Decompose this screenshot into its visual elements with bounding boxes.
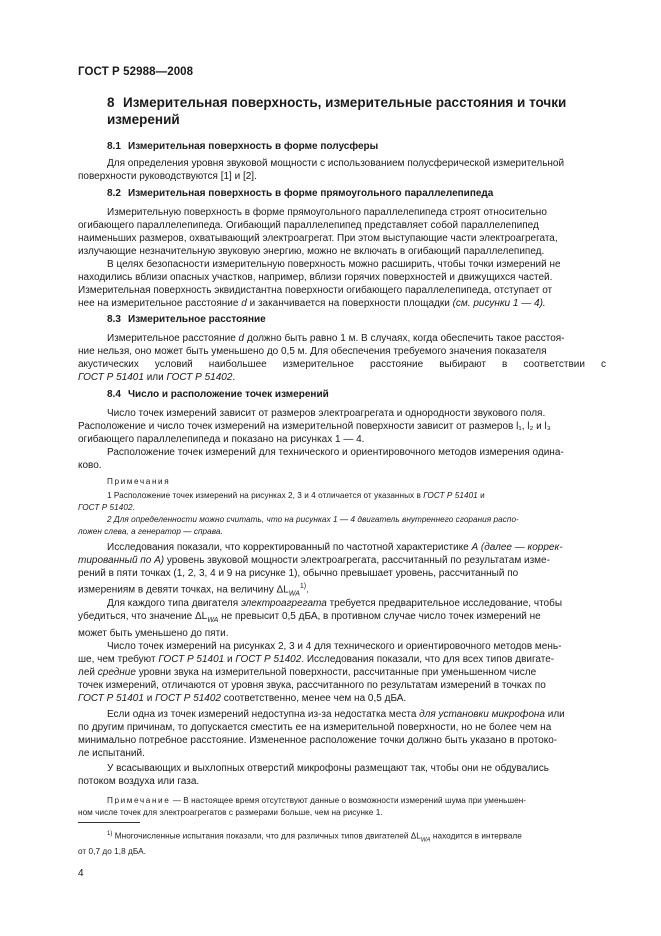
standard-reference: ГОСТ Р 51402 bbox=[166, 372, 233, 383]
text-line: соответственно, менее чем на 0,5 дБА. bbox=[221, 693, 407, 704]
text-line: лей bbox=[78, 667, 98, 678]
text-line: поверхности руководствуются [1] и [2]. bbox=[78, 171, 257, 182]
section-title-line2: измерений bbox=[107, 112, 180, 127]
subsection-number: 8.1 bbox=[107, 141, 121, 152]
section-number: 8 bbox=[107, 95, 115, 110]
text-line: Число точек измерений на рисунках 2, 3 и 4 для технического и ориентировочного методов мень- bbox=[107, 641, 562, 652]
text-line: и bbox=[143, 693, 156, 704]
subsection-8-1-heading bbox=[107, 141, 378, 152]
subscript: WA bbox=[207, 617, 219, 624]
note-text: и bbox=[477, 491, 485, 500]
text-line: убедиться, что значение ΔL bbox=[78, 611, 208, 622]
notes-block bbox=[78, 476, 606, 538]
subsection-8-4-heading bbox=[107, 389, 329, 400]
footnote-text: Многочисленные испытания показали, что для различных типов двигателей ΔL bbox=[112, 831, 421, 841]
text-line: Измерительное расстояние bbox=[107, 333, 239, 344]
subsection-title: Число и расположение точек измерений bbox=[128, 389, 329, 400]
text-line: Если одна из точек измерений недоступна из-за недостатка места bbox=[107, 709, 420, 720]
text-line: Расположение точек измерений для технического и ориентировочного методов измерения одина- bbox=[107, 447, 564, 458]
text-line: Измерительная поверхность эквидистантна поверхности огибающего параллелепипеда, отступает от bbox=[78, 285, 553, 296]
section-title-line1: Измерительная поверхность, измерительные расстояния и точки bbox=[123, 95, 567, 110]
text-line: рений в пяти точках (1, 2, 3, 4 и 9 на рисунке 1), обычно превышает уровень, рассчитанный по bbox=[78, 568, 519, 579]
text-line: акустических условий наибольшее измерительное расстояние выбирают в соответствии с bbox=[78, 359, 606, 370]
subscript: WA bbox=[288, 590, 300, 598]
note-text: 2 Для определенности можно считать, что на рисунках 1 — 4 двигатель внутреннего сгорания распо- bbox=[107, 515, 519, 524]
subsection-title: Измерительное расстояние bbox=[128, 314, 266, 325]
standard-reference: ГОСТ Р 51401 bbox=[158, 654, 225, 665]
text-line: или bbox=[143, 372, 167, 383]
text-line: точек измерений, отличаются от уровня звука, рассчитанного по результатам измерений в точках по bbox=[78, 680, 546, 691]
subscript: WA bbox=[420, 837, 431, 844]
paragraph-8-2-b bbox=[78, 258, 606, 310]
standard-reference: ГОСТ Р 51401 bbox=[78, 372, 144, 383]
text-italic: электроагрегата bbox=[240, 598, 327, 609]
text-line: Число точек измерений зависит от размеров электроагрегата и однородности звукового поля. bbox=[107, 408, 546, 419]
paragraph-research-b bbox=[78, 597, 606, 640]
paragraph-research-e bbox=[78, 762, 606, 788]
text-line: по другим причинам, то допускается сместить ее на измерительной поверхности, но не более чем на bbox=[78, 722, 552, 733]
text-line: Для определения уровня звуковой мощности с использованием полусферической измерительной bbox=[107, 158, 565, 169]
text-italic: тированный по А) bbox=[78, 555, 165, 566]
text-line: и bbox=[224, 654, 236, 665]
text-italic: средние bbox=[97, 667, 136, 678]
notes-label: Примечания bbox=[107, 477, 171, 486]
paragraph-research-a bbox=[78, 541, 606, 600]
note-text: ложен слева, а генератор — справа. bbox=[78, 527, 223, 536]
text-line: Расположение и число точек измерений на измерительной поверхности зависит от размеров l₁, l₂ и l₃ bbox=[78, 421, 551, 432]
standard-reference: ГОСТ Р 51402 bbox=[155, 693, 221, 704]
paragraph-research-c bbox=[78, 640, 606, 705]
footnote-marker: 1) bbox=[299, 583, 307, 590]
text-line: наименьших размеров, охватывающий электроагрегат. При этом выступающие части электроагрегата, bbox=[78, 233, 558, 244]
text-line: . bbox=[232, 372, 236, 383]
text-line: ково. bbox=[78, 460, 102, 471]
figure-reference: (см. рисунки 1 — 4). bbox=[452, 298, 546, 309]
text-line: излучающие незначительную звуковую энергию, можно не включать в огибающий параллелепипед. bbox=[78, 246, 545, 257]
text-line: и заканчивается на поверхности площадки bbox=[246, 298, 453, 309]
text-line: минимально потребное расстояние. Измененное расположение точки должно быть указано в протоко- bbox=[78, 735, 558, 746]
text-line: находились вблизи опасных участков, например, вблизи горячих поверхностей и движущихся частей. bbox=[78, 272, 553, 283]
note-label: Примечание bbox=[107, 796, 171, 805]
text-italic: для установки микрофона bbox=[419, 709, 545, 720]
text-line: У всасывающих и выхлопных отверстий микрофоны размещают так, чтобы они не обдувались bbox=[107, 763, 549, 774]
text-line: нее на измерительное расстояние bbox=[78, 298, 242, 309]
subsection-number: 8.3 bbox=[107, 314, 121, 325]
subsection-number: 8.2 bbox=[107, 188, 121, 199]
paragraph-research-d bbox=[78, 708, 606, 760]
paragraph-8-3 bbox=[78, 332, 606, 384]
variable-d: d bbox=[241, 298, 247, 309]
text-line: ние нельзя, оно может быть уменьшено до 0,5 м. Для обеспечения требуемого значения показателя bbox=[78, 346, 547, 357]
text-line: ле испытаний. bbox=[78, 748, 145, 759]
text-line: В целях безопасности измерительную поверхность можно расширить, чтобы точки измерений не bbox=[107, 259, 561, 270]
text-line: Измерительную поверхность в форме прямоугольного параллелепипеда строят относительно bbox=[107, 207, 547, 218]
subsection-8-2-heading bbox=[107, 188, 493, 199]
standard-reference: ГОСТ Р 51401 bbox=[78, 693, 144, 704]
note-text: 1 Расположение точек измерений на рисунках 2, 3 и 4 отличается от указанных в bbox=[107, 491, 424, 500]
footnote bbox=[78, 828, 606, 858]
standard-reference: ГОСТ Р 51401 bbox=[423, 491, 478, 500]
standard-reference: ГОСТ Р 51402 bbox=[235, 654, 302, 665]
text-line: огибающего параллелепипеда. Огибающий параллелепипед представляет собой параллелепипед bbox=[78, 220, 539, 231]
text-line: огибающего параллелепипеда и показано на рисунках 1 — 4. bbox=[78, 434, 365, 445]
text-line: уровни звука на измерительной поверхности, рассчитанные при уменьшенном числе bbox=[135, 667, 537, 678]
note-block-2 bbox=[78, 795, 606, 819]
text-line: измерениям в девяти точках, на величину ΔL bbox=[78, 584, 289, 596]
note-text: . bbox=[132, 503, 135, 512]
footnote-text: находится в интервале bbox=[430, 831, 522, 841]
footnote-text: от 0,7 до 1,8 дБА. bbox=[78, 847, 146, 857]
section-8-title bbox=[107, 94, 607, 128]
paragraph-8-1 bbox=[78, 157, 606, 183]
footnote-rule bbox=[78, 822, 140, 823]
standard-reference: ГОСТ Р 51402 bbox=[78, 503, 133, 512]
variable-d: d bbox=[238, 333, 245, 344]
text-line: . bbox=[306, 584, 309, 596]
text-line: или bbox=[544, 709, 565, 720]
text-line: ше, чем требуют bbox=[78, 654, 159, 665]
page-number: 4 bbox=[78, 868, 84, 879]
text-line: должно быть равно 1 м. В случаях, когда обеспечить такое расстоя- bbox=[244, 333, 565, 344]
paragraph-8-2-a bbox=[78, 206, 606, 258]
document-header: ГОСТ Р 52988—2008 bbox=[78, 66, 194, 78]
text-line: не превысит 0,5 дБА, в противном случае число точек измерений не bbox=[218, 611, 541, 622]
subsection-title: Измерительная поверхность в форме прямоугольного параллелепипеда bbox=[128, 188, 494, 199]
text-italic: А (далее — коррек- bbox=[471, 542, 563, 553]
note-text: — В настоящее время отсутствуют данные о возможности измерений шума при уменьшен- bbox=[170, 796, 527, 805]
text-line: Для каждого типа двигателя bbox=[107, 598, 241, 609]
text-line: требуется предварительное исследование, чтобы bbox=[326, 598, 563, 609]
text-line: Исследования показали, что корректированный по частотной характеристике bbox=[107, 542, 472, 553]
subsection-title: Измерительная поверхность в форме полусферы bbox=[128, 141, 379, 152]
note-text: ном числе точек для электроагрегатов с размерами больше, чем на рисунке 1. bbox=[78, 808, 383, 817]
paragraph-8-4-b bbox=[78, 446, 606, 472]
subsection-number: 8.4 bbox=[107, 389, 121, 400]
text-line: может быть уменьшено до пяти. bbox=[78, 628, 229, 639]
footnote-marker: 1) bbox=[107, 831, 113, 837]
paragraph-8-4-a bbox=[78, 407, 606, 446]
text-line: потоком воздуха или газа. bbox=[78, 776, 200, 787]
text-line: . Исследования показали, что для всех типов двигате- bbox=[301, 654, 555, 665]
subsection-8-3-heading bbox=[107, 314, 266, 325]
text-line: уровень звуковой мощности электроагрегата, рассчитанный по результатам изме- bbox=[164, 555, 550, 566]
